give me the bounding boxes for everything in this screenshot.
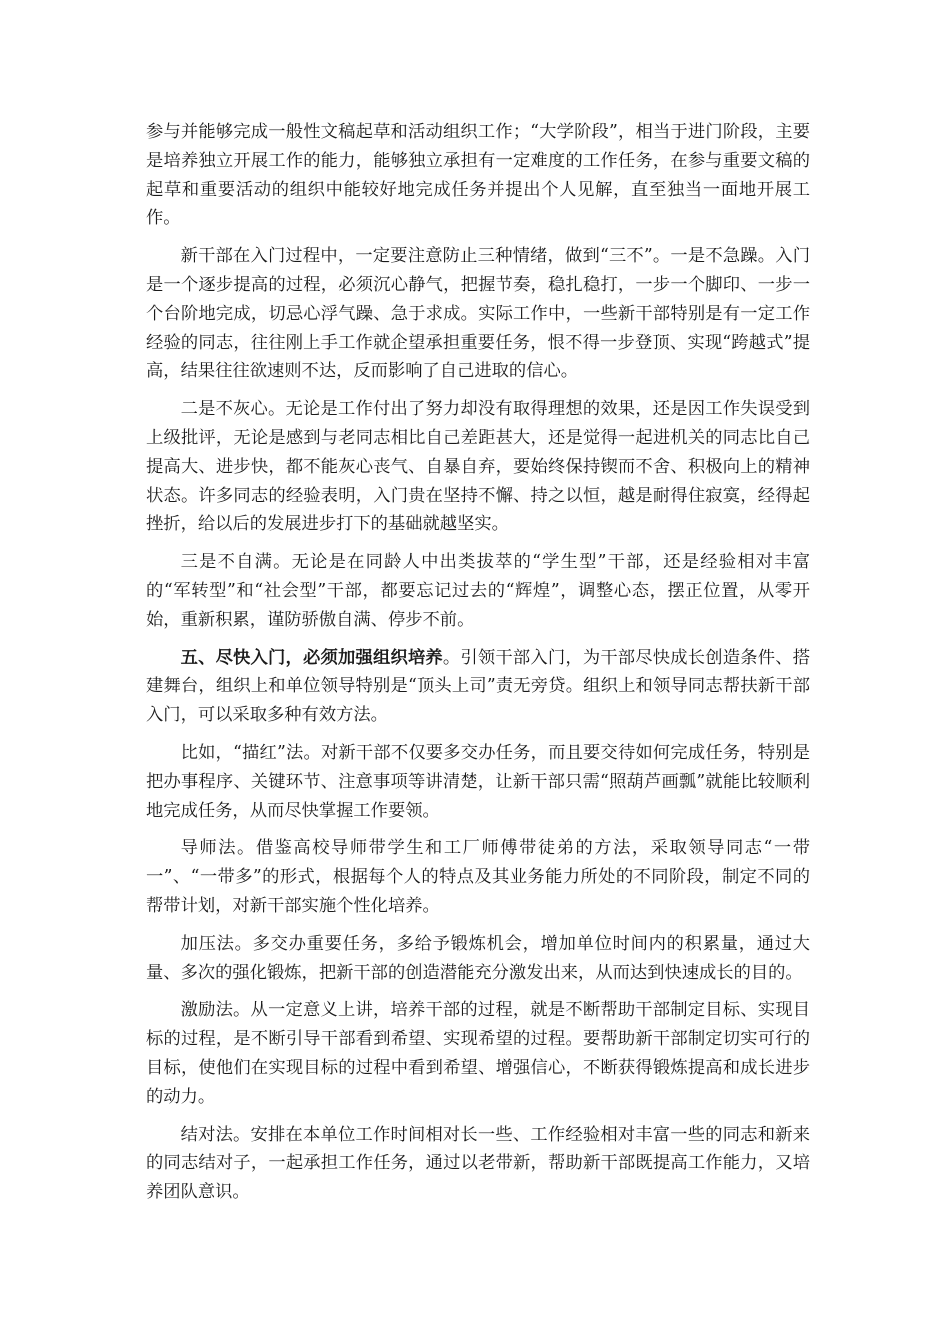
method-mentor: 导师法。借鉴高校导师带学生和工厂师傅带徒弟的方法，采取领导同志“一带一”、“一带多”的形式，根据每个人的特点及其业务能力所处的不同阶段，制定不同的帮带计划，对新干部实施个性化培养。 — [146, 838, 810, 916]
paragraph-continuation: 参与并能够完成一般性文稿起草和活动组织工作；“大学阶段”，相当于进门阶段，主要是培养独立开展工作的能力，能够独立承担有一定难度的工作任务，在参与重要文稿的起草和重要活动的组织中能较好地完成任务并提出个人见解，直至独当一面地开展工作。 — [146, 122, 810, 229]
method-pressure: 加压法。多交办重要任务，多给予锻炼机会，增加单位时间内的积累量，通过大量、多次的强化锻炼，把新干部的创造潜能充分激发出来，从而达到快速成长的目的。 — [146, 933, 810, 983]
document-page — [146, 118, 810, 1216]
method-tracing: 比如，“描红”法。对新干部不仅要多交办任务，而且要交待如何完成任务，特别是把办事程序、关键环节、注意事项等讲清楚，让新干部只需“照葫芦画瓢”就能比较顺利地完成任务，从而尽快掌握工作要领。 — [146, 742, 810, 821]
section-five-heading: 五、尽快入门，必须加强组织培养 — [180, 647, 443, 668]
section-five-body: 。引领干部入门，为干部尽快成长创造条件、搭建舞台，组织上和单位领导特别是“顶头上司”责无旁贷。组织上和领导同志帮扶新干部入门，可以采取多种有效方法。 — [146, 647, 810, 726]
paragraph-not-discouraged: 二是不灰心。无论是工作付出了努力却没有取得理想的效果，还是因工作失误受到上级批评，无论是感到与老同志相比自己差距甚大，还是觉得一起进机关的同志比自己提高大、进步快，都不能灰心丧气、自暴自弃，要始终保持锲而不舍、积极向上的精神状态。许多同志的经验表明，入门贵在坚持不懈、持之以恒，越是耐得住寂寞，经得起挫折，给以后的发展进步打下的基础就越坚实。 — [146, 399, 810, 535]
method-incentive: 激励法。从一定意义上讲，培养干部的过程，就是不断帮助干部制定目标、实现目标的过程，是不断引导干部看到希望、实现希望的过程。要帮助新干部制定切实可行的目标，使他们在实现目标的过程中看到希望、增强信心，不断获得锻炼提高和成长进步的动力。 — [146, 1000, 810, 1107]
paragraph-not-complacent: 三是不自满。无论是在同龄人中出类拔萃的“学生型”干部，还是经验相对丰富的“军转型”和“社会型”干部，都要忘记过去的“辉煌”，调整心态，摆正位置，从零开始，重新积累，谨防骄傲自满、停步不前。 — [146, 552, 810, 630]
method-pairing: 结对法。安排在本单位工作时间相对长一些、工作经验相对丰富一些的同志和新来的同志结对子，一起承担工作任务，通过以老带新，帮助新干部既提高工作能力，又培养团队意识。 — [146, 1124, 810, 1203]
paragraph-three-nots: 新干部在入门过程中，一定要注意防止三种情绪，做到“三不”。一是不急躁。入门是一个逐步提高的过程，必须沉心静气，把握节奏，稳扎稳打，一步一个脚印、一步一个台阶地完成，切忌心浮气躁、急于求成。实际工作中，一些新干部特别是有一定工作经验的同志，往往刚上手工作就企望承担重要任务，恨不得一步登顶、实现“跨越式”提高，结果往往欲速则不达，反而影响了自己进取的信心。 — [146, 246, 810, 382]
section-five-paragraph — [146, 644, 810, 730]
